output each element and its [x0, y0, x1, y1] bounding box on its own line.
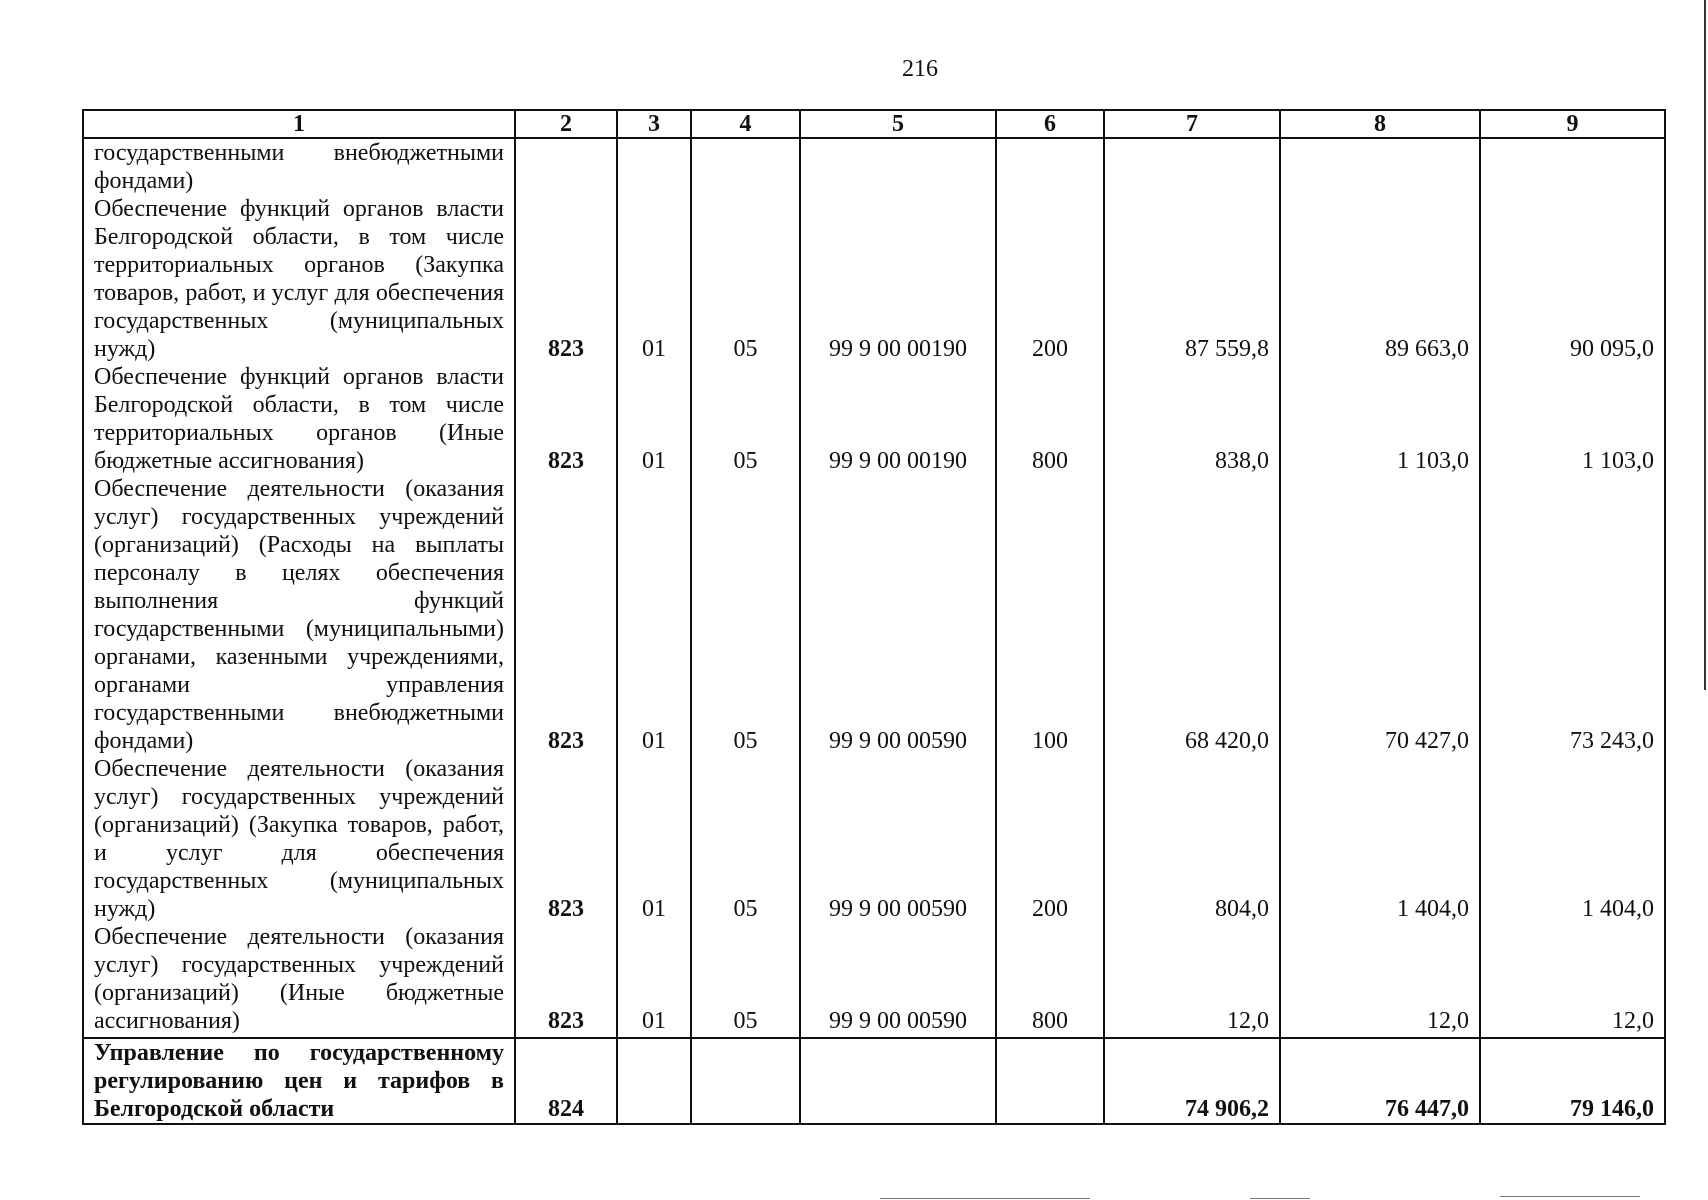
target-cell: 99 9 00 00590: [800, 475, 996, 755]
total-code-cell: 824: [515, 1038, 617, 1124]
row-description: Обеспечение деятельности (оказания услуг) государственных учреждений (организаций) (Иные бюджетные ассигнования): [83, 923, 515, 1038]
section-cell: 01: [617, 923, 691, 1038]
type-cell: [996, 138, 1104, 195]
table-row: [83, 363, 1665, 475]
row-description: Обеспечение функций органов власти Белгородской области, в том числе территориальных органов (Иные бюджетные ассигнования): [83, 363, 515, 475]
section-cell: [617, 138, 691, 195]
type-cell: 200: [996, 755, 1104, 923]
column-header: 2: [515, 110, 617, 138]
value-cell-8: 89 663,0: [1280, 195, 1480, 363]
empty-cell: [800, 1038, 996, 1124]
scan-artifact-line: [1250, 1198, 1310, 1199]
code-cell: 823: [515, 923, 617, 1038]
type-cell: 800: [996, 363, 1104, 475]
column-header: 9: [1480, 110, 1665, 138]
value-cell-8: 1 404,0: [1280, 755, 1480, 923]
code-cell: 823: [515, 475, 617, 755]
target-cell: 99 9 00 00190: [800, 195, 996, 363]
row-description: Обеспечение деятельности (оказания услуг) государственных учреждений (организаций) (Закупка товаров, работ, и услуг для обеспечения государственных (муниципальных нужд): [83, 755, 515, 923]
total-value-7: 74 906,2: [1104, 1038, 1280, 1124]
row-description: Обеспечение деятельности (оказания услуг) государственных учреждений (организаций) (Расходы на выплаты персоналу в целях обеспечения выполнения функций государственными (муниципальными) органами, казенными учреждениями, органами управления государственными внебюджетными фондами): [83, 475, 515, 755]
value-cell-9: 1 404,0: [1480, 755, 1665, 923]
section-cell: 01: [617, 363, 691, 475]
scan-artifact-line: [1500, 1196, 1640, 1197]
value-cell-9: 73 243,0: [1480, 475, 1665, 755]
type-cell: 100: [996, 475, 1104, 755]
scan-artifact-line: [880, 1198, 1090, 1199]
value-cell-7: 12,0: [1104, 923, 1280, 1038]
column-header: 7: [1104, 110, 1280, 138]
target-cell: 99 9 00 00590: [800, 923, 996, 1038]
column-header: 4: [691, 110, 800, 138]
value-cell-8: 12,0: [1280, 923, 1480, 1038]
code-cell: [515, 138, 617, 195]
total-value-8: 76 447,0: [1280, 1038, 1480, 1124]
section-cell: 01: [617, 475, 691, 755]
table-row: [83, 138, 1665, 195]
value-cell-7: 87 559,8: [1104, 195, 1280, 363]
subsection-cell: 05: [691, 195, 800, 363]
empty-cell: [691, 1038, 800, 1124]
row-description: государственными внебюджетными фондами): [83, 138, 515, 195]
type-cell: 800: [996, 923, 1104, 1038]
column-header: 8: [1280, 110, 1480, 138]
code-cell: 823: [515, 755, 617, 923]
column-header: 5: [800, 110, 996, 138]
value-cell-9: [1480, 138, 1665, 195]
empty-cell: [996, 1038, 1104, 1124]
subsection-cell: [691, 138, 800, 195]
target-cell: 99 9 00 00590: [800, 755, 996, 923]
row-description: Обеспечение функций органов власти Белгородской области, в том числе территориальных органов (Закупка товаров, работ, и услуг для обеспечения государственных (муниципальных нужд): [83, 195, 515, 363]
page-edge-line: [1704, 0, 1706, 690]
subsection-cell: 05: [691, 475, 800, 755]
budget-table: [82, 109, 1666, 1125]
type-cell: 200: [996, 195, 1104, 363]
empty-cell: [617, 1038, 691, 1124]
table-row: [83, 195, 1665, 363]
value-cell-7: [1104, 138, 1280, 195]
column-header: 6: [996, 110, 1104, 138]
subsection-cell: 05: [691, 755, 800, 923]
value-cell-7: 804,0: [1104, 755, 1280, 923]
column-header: 1: [83, 110, 515, 138]
subsection-cell: 05: [691, 363, 800, 475]
value-cell-9: 1 103,0: [1480, 363, 1665, 475]
header-row: [83, 110, 1665, 138]
page-number: 216: [902, 56, 938, 82]
section-cell: 01: [617, 755, 691, 923]
value-cell-9: 90 095,0: [1480, 195, 1665, 363]
value-cell-8: 70 427,0: [1280, 475, 1480, 755]
table-row: [83, 923, 1665, 1038]
total-value-9: 79 146,0: [1480, 1038, 1665, 1124]
target-cell: [800, 138, 996, 195]
value-cell-9: 12,0: [1480, 923, 1665, 1038]
target-cell: 99 9 00 00190: [800, 363, 996, 475]
table-row: [83, 475, 1665, 755]
subsection-cell: 05: [691, 923, 800, 1038]
code-cell: 823: [515, 195, 617, 363]
total-row: [83, 1038, 1665, 1124]
section-cell: 01: [617, 195, 691, 363]
value-cell-8: [1280, 138, 1480, 195]
value-cell-7: 838,0: [1104, 363, 1280, 475]
value-cell-8: 1 103,0: [1280, 363, 1480, 475]
code-cell: 823: [515, 363, 617, 475]
table-row: [83, 755, 1665, 923]
value-cell-7: 68 420,0: [1104, 475, 1280, 755]
column-header: 3: [617, 110, 691, 138]
total-description: Управление по государственному регулированию цен и тарифов в Белгородской области: [83, 1038, 515, 1124]
